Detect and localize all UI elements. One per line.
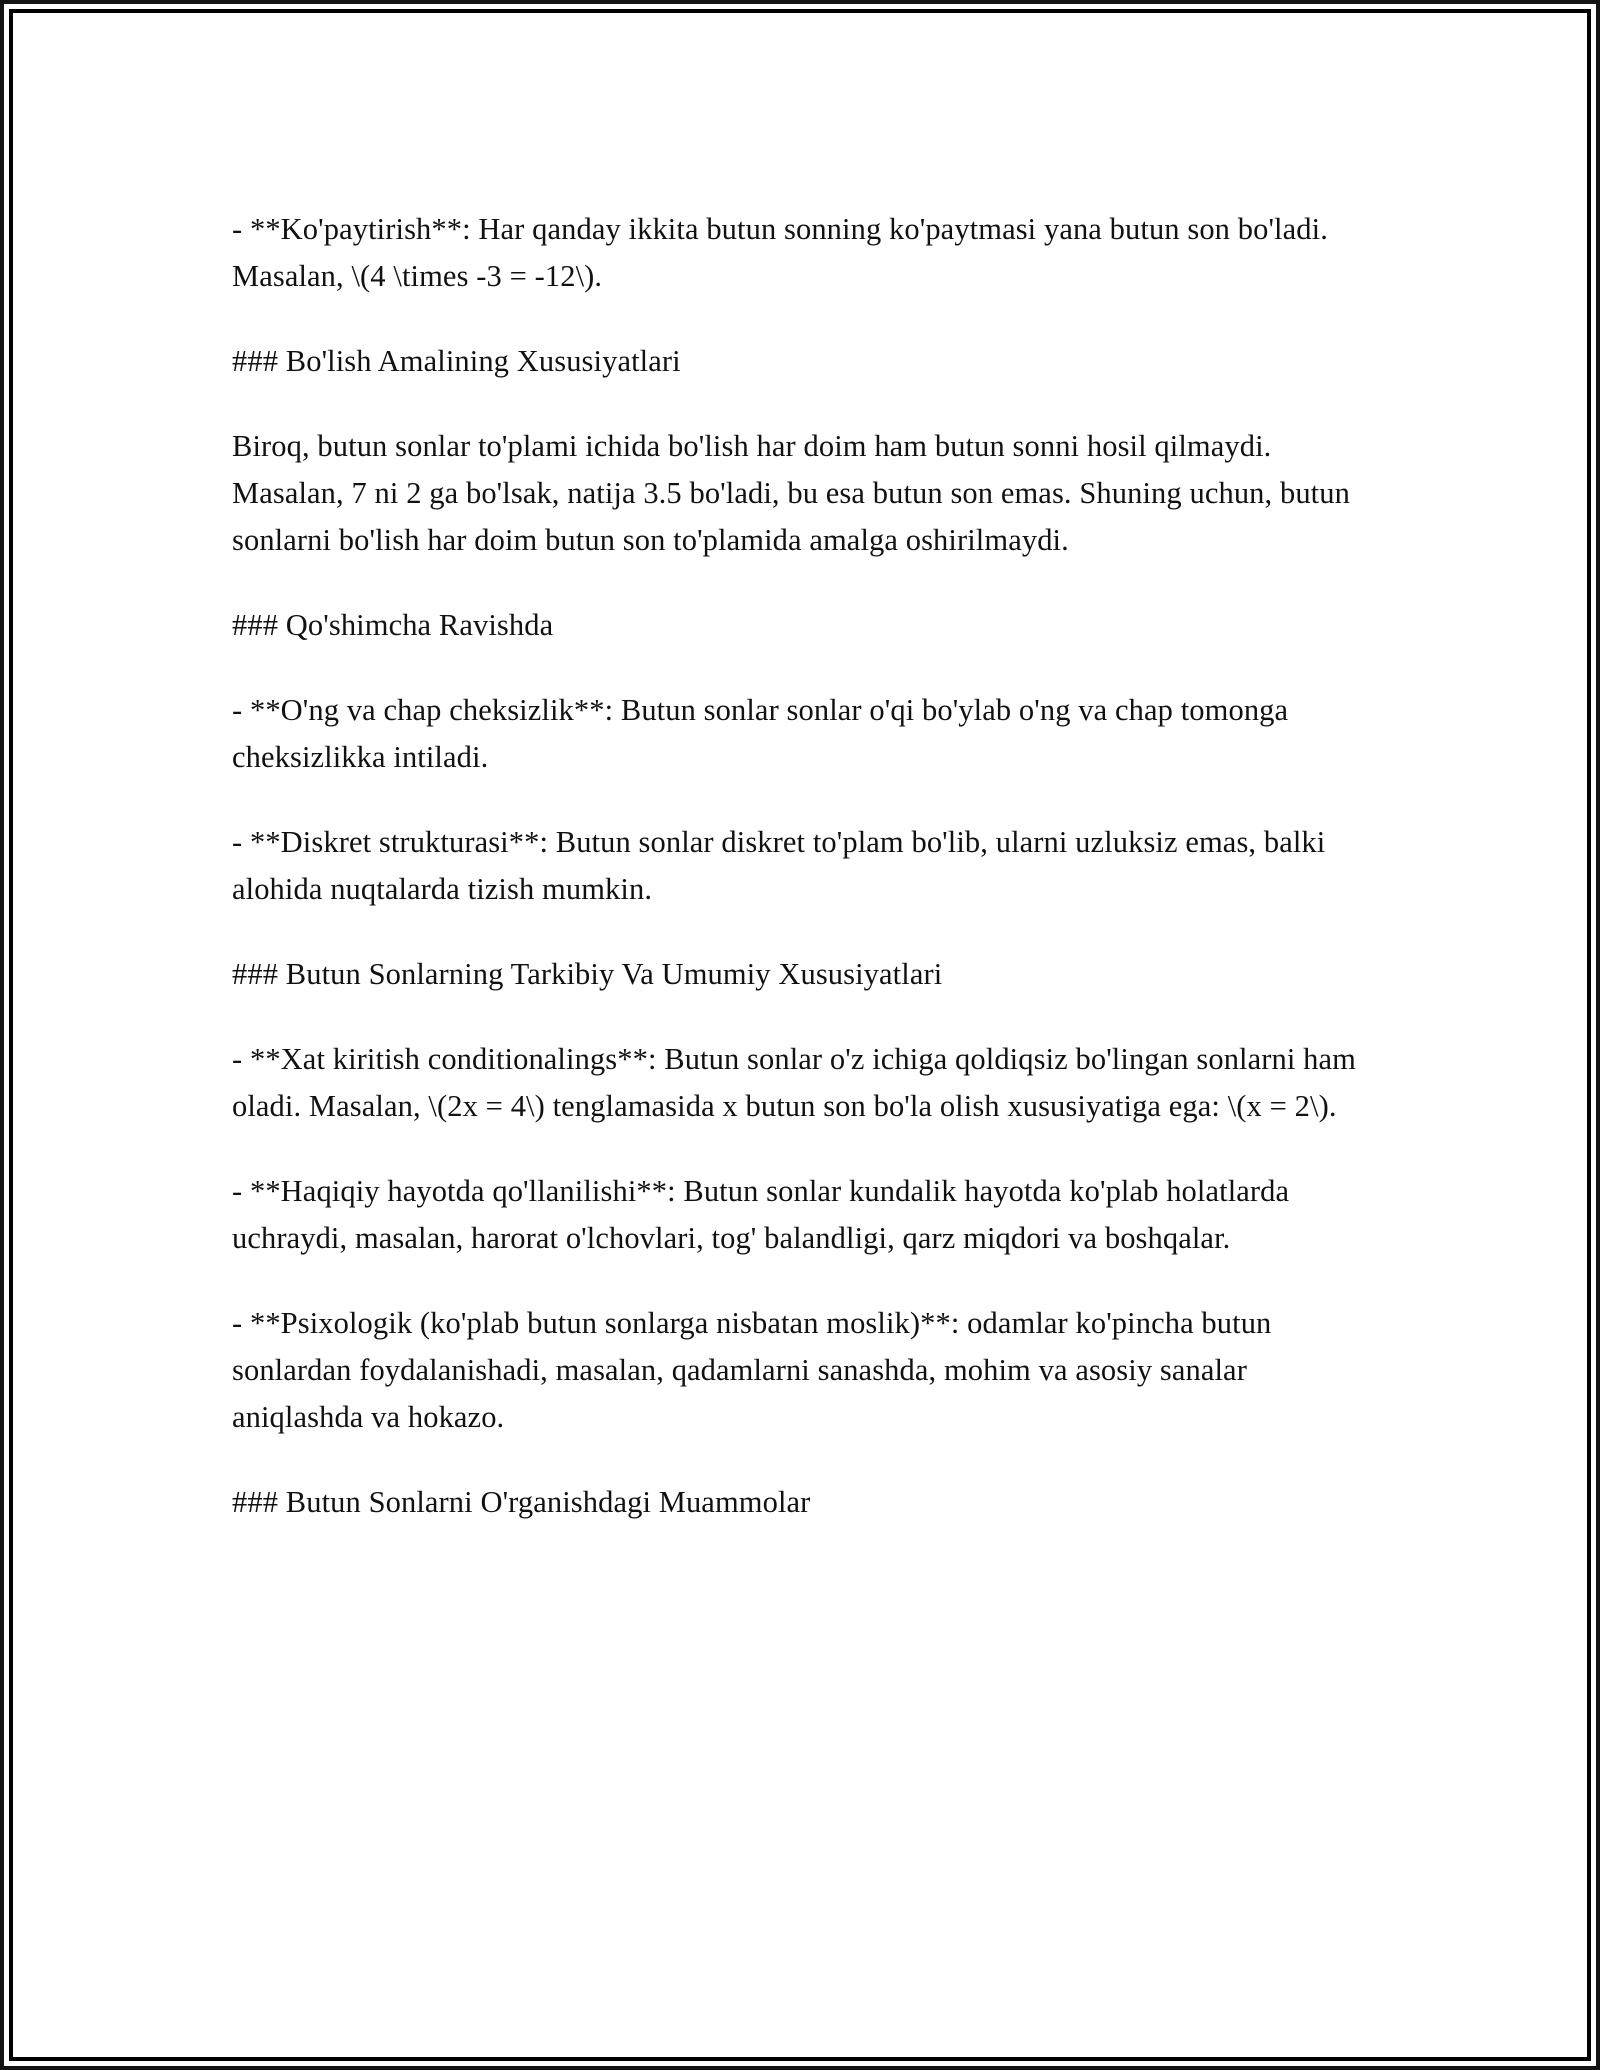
text-block-bullet-haqiqiy-hayotda-qollanilishi: - **Haqiqiy hayotda qo'llanilishi**: Butun sonlar kundalik hayotda ko'plab holatlarda uchraydi, masalan, harorat o'lchovlari, tog' balandligi, qarz miqdori va boshqalar. xyxy=(232,1174,1297,1255)
text-block-heading-bolish-amalining-xususiyatlari: ### Bo'lish Amalining Xususiyatlari xyxy=(232,344,681,378)
text-block-heading-qoshimcha-ravishda: ### Qo'shimcha Ravishda xyxy=(232,608,554,642)
text-block-paragraph-bolish: Biroq, butun sonlar to'plami ichida bo'lish har doim ham butun sonni hosil qilmaydi. Masalan, 7 ni 2 ga bo'lsak, natija 3.5 bo'ladi, bu esa butun son emas. Shuning uchun, butun sonlarni bo'lish har doim butun son to'plamida amalga oshirilmaydi. xyxy=(232,429,1358,557)
text-block-bullet-xat-kiritish-conditionalings: - **Xat kiritish conditionalings**: Butun sonlar o'z ichiga qoldiqsiz bo'lingan sonlarni ham oladi. Masalan, \(2x = 4\) tenglamasida x butun son bo'la olish xususiyatiga ega: \(x = 2\). xyxy=(232,1042,1364,1123)
text-block-bullet-diskret-strukturasi: - **Diskret strukturasi**: Butun sonlar diskret to'plam bo'lib, ularni uzluksiz emas, balki alohida nuqtalarda tizish mumkin. xyxy=(232,825,1334,906)
document-body xyxy=(232,206,1367,1526)
text-block-bullet-ong-va-chap-cheksizlik: - **O'ng va chap cheksizlik**: Butun sonlar sonlar o'qi bo'ylab o'ng va chap tomonga cheksizlikka intiladi. xyxy=(232,693,1296,774)
text-block-bullet-psixologik: - **Psixologik (ko'plab butun sonlarga nisbatan moslik)**: odamlar ko'pincha butun sonlardan foydalanishadi, masalan, qadamlarni sanashda, mohim va asosiy sanalar aniqlashda va hokazo. xyxy=(232,1306,1280,1434)
text-block-heading-butun-sonlarni-organishdagi-muammolar: ### Butun Sonlarni O'rganishdagi Muammolar xyxy=(232,1485,811,1519)
text-block-bullet-koapaytirish: - **Ko'paytirish**: Har qanday ikkita butun sonning ko'paytmasi yana butun son bo'ladi. Masalan, \(4 \times -3 = -12\). xyxy=(232,212,1336,293)
text-block-heading-butun-sonlarning-tarkibiy-va-umumiy-xususiyatlari: ### Butun Sonlarning Tarkibiy Va Umumiy Xususiyatlari xyxy=(232,957,943,991)
